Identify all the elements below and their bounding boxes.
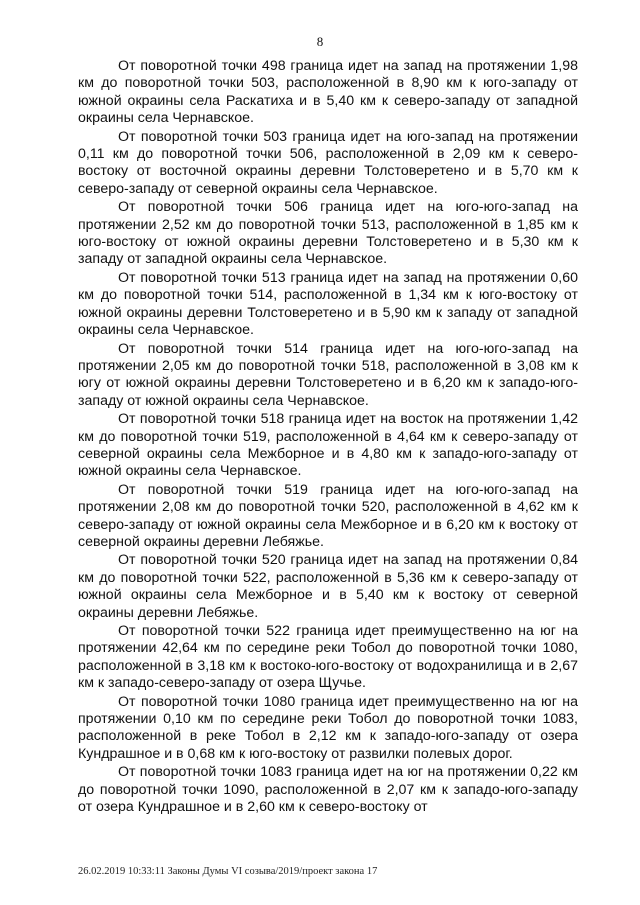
paragraph: От поворотной точки 503 граница идет на юго-запад на протяжении 0,11 км до поворотной точки 506, расположенной в 2,09 км к северо-востоку от восточной окраины деревни Толстоверетено и в 5,70 км к северо-западу от северной окраины села Чернавское. — [78, 128, 578, 197]
paragraph: От поворотной точки 518 граница идет на восток на протяжении 1,42 км до поворотной точки 519, расположенной в 4,64 км к северо-западу от северной окраины села Межборное и в 4,80 км к западо-юго-западу от южной окраины села Чернавское. — [78, 411, 578, 480]
paragraph: От поворотной точки 519 граница идет на юго-юго-запад на протяжении 2,08 км до поворотной точки 520, расположенной в 4,62 км к северо-западу от южной окраины села Межборное и в 6,20 км к востоку от северной окраины деревни Лебяжье. — [78, 481, 578, 550]
paragraph: От поворотной точки 513 граница идет на запад на протяжении 0,60 км до поворотной точки 514, расположенной в 1,34 км к юго-востоку от южной окраины деревни Толстоверетено и в 5,90 км к западу от западной окраины села Чернавское. — [78, 269, 578, 339]
footer-stamp: 26.02.2019 10:33:11 Законы Думы VI созыва/2019/проект закона 17 — [78, 866, 378, 877]
paragraph: От поворотной точки 498 граница идет на запад на протяжении 1,98 км до поворотной точки 503, расположенной в 8,90 км к юго-западу от южной окраины села Раскатиха и в 5,40 км к северо-западу от западной окраины села Чернавское. — [78, 58, 578, 127]
page-number: 8 — [316, 34, 324, 49]
paragraph: От поворотной точки 506 граница идет на юго-юго-запад на протяжении 2,52 км до поворотной точки 513, расположенной в 1,85 км к юго-востоку от южной окраины деревни Толстоверетено и в 5,30 км к западу от западной окраины села Чернавское. — [78, 199, 578, 268]
paragraph: От поворотной точки 520 граница идет на запад на протяжении 0,84 км до поворотной точки 522, расположенной в 5,36 км к северо-западу от южной окраины села Межборное и в 5,40 км к востоку от северной окраины деревни Лебяжье. — [78, 552, 578, 621]
paragraph: От поворотной точки 1080 граница идет преимущественно на юг на протяжении 0,10 км по середине реки Тобол до поворотной точки 1083, расположенной в реке Тобол в 2,12 км к западо-юго-западу от озера Кундрашное и в 0,68 км к юго-востоку от развилки полевых дорог. — [78, 693, 578, 762]
document-body — [78, 58, 578, 817]
paragraph: От поворотной точки 514 граница идет на юго-юго-запад на протяжении 2,05 км до поворотной точки 518, расположенной в 3,08 км к югу от южной окраины деревни Толстоверетено и в 6,20 км к западо-юго-западу от южной окраины села Чернавское. — [78, 340, 578, 409]
paragraph: От поворотной точки 1083 граница идет на юг на протяжении 0,22 км до поворотной точки 1090, расположенной в 2,07 км к западо-юго-западу от озера Кундрашное и в 2,60 км к северо-востоку от — [78, 764, 578, 816]
paragraph: От поворотной точки 522 граница идет преимущественно на юг на протяжении 42,64 км по середине реки Тобол до поворотной точки 1080, расположенной в 3,18 км к востоко-юго-востоку от водохранилища и в 2,67 км к западо-северо-западу от озера Щучье. — [78, 623, 578, 692]
